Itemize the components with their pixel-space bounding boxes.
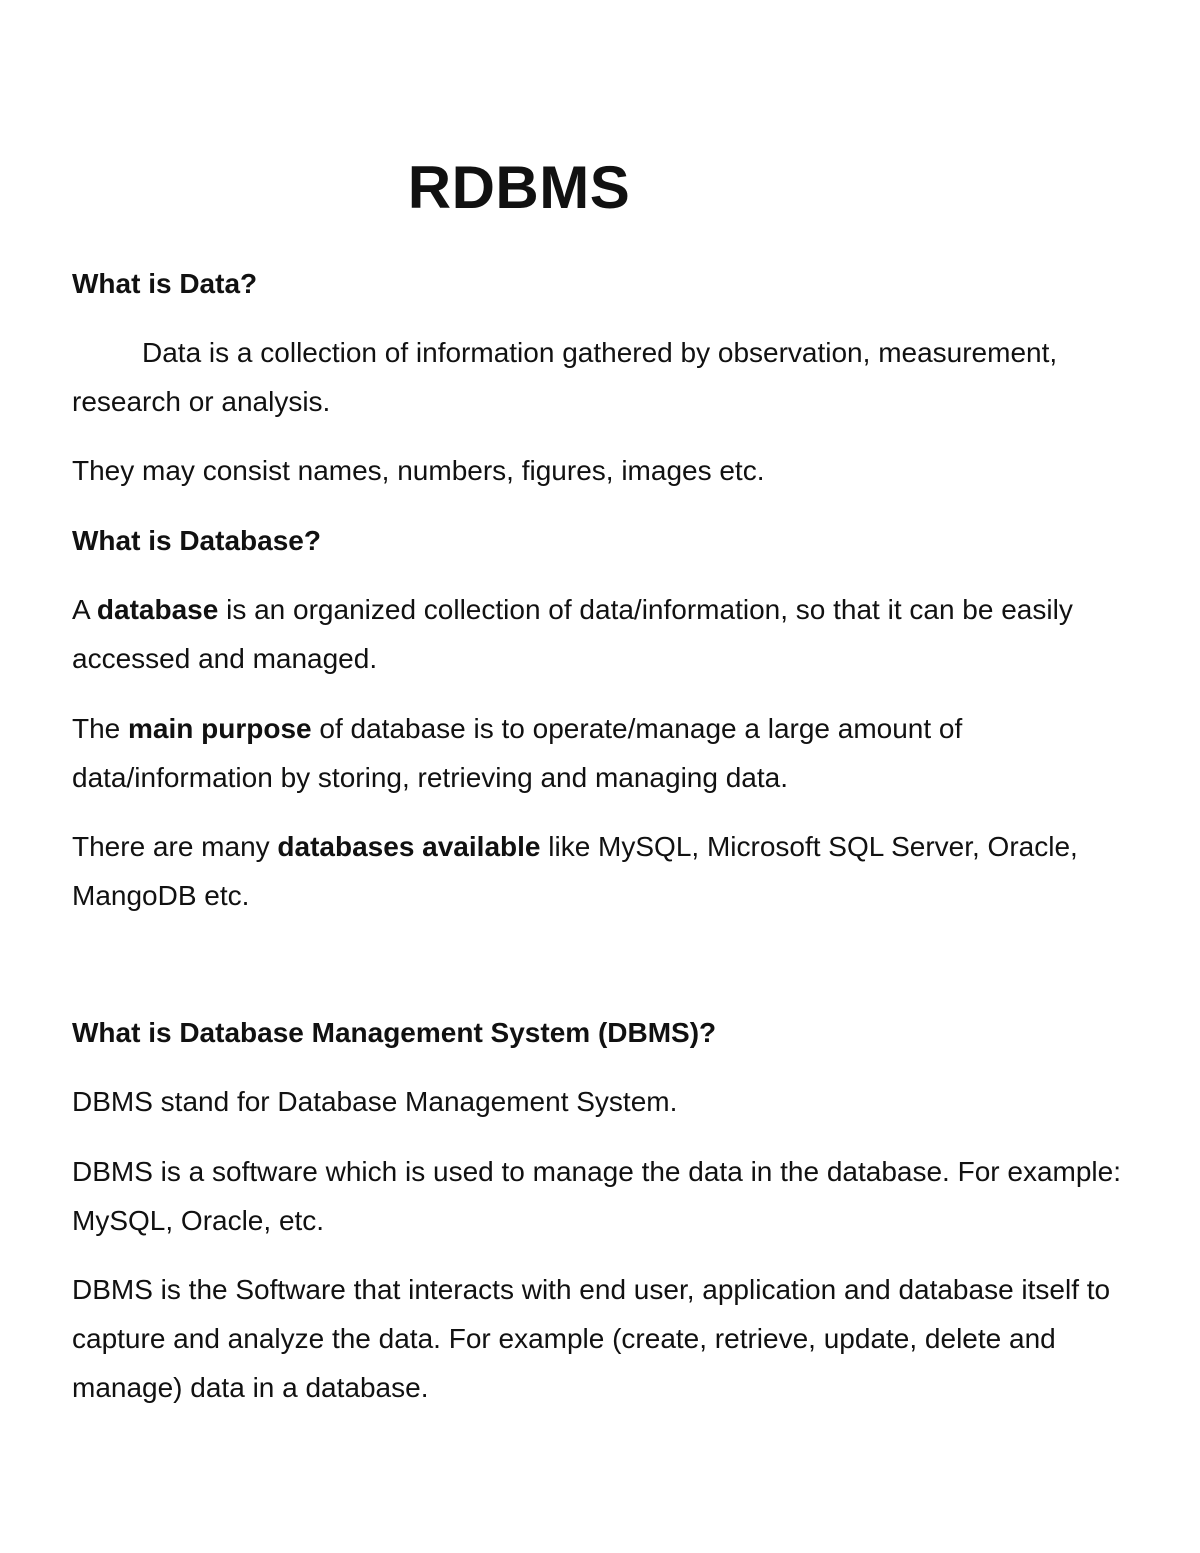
database-purpose-bold: main purpose (128, 713, 312, 744)
database-definition-rest: is an organized collection of data/information, so that it can be easily accessed and managed. (72, 594, 1073, 674)
document-title: RDBMS (407, 154, 631, 221)
data-definition-paragraph (72, 328, 1132, 426)
database-definition-start: A (72, 594, 97, 625)
heading-what-is-data: What is Data? (72, 268, 258, 299)
database-examples-bold: databases available (277, 831, 541, 862)
data-types-paragraph: They may consist names, numbers, figures, images etc. (72, 455, 765, 486)
database-purpose-rest: of database is to operate/manage a large amount of data/information by storing, retrieving and managing data. (72, 713, 963, 793)
database-purpose-start: The (72, 713, 129, 744)
database-examples-paragraph (72, 822, 1132, 920)
heading-what-is-dbms: What is Database Management System (DBMS)? (72, 1017, 717, 1048)
database-purpose-paragraph (72, 704, 1132, 802)
dbms-software-paragraph: DBMS is a software which is used to manage the data in the database. For example: MySQL, Oracle, etc. (72, 1156, 1122, 1236)
database-definition-paragraph (72, 585, 1132, 683)
database-examples-rest: like MySQL, Microsoft SQL Server, Oracle, MangoDB etc. (72, 831, 1078, 911)
heading-what-is-database: What is Database? (72, 525, 321, 556)
data-definition-text: Data is a collection of information gathered by observation, measurement, research or analysis. (72, 337, 1058, 417)
database-examples-start: There are many (72, 831, 278, 862)
database-definition-bold: database (96, 594, 219, 625)
dbms-interaction-paragraph: DBMS is the Software that interacts with end user, application and database itself to capture and analyze the data. For example (create, retrieve, update, delete and manage) data in a database. (72, 1274, 1111, 1403)
dbms-acronym-paragraph: DBMS stand for Database Management System. (72, 1086, 678, 1117)
